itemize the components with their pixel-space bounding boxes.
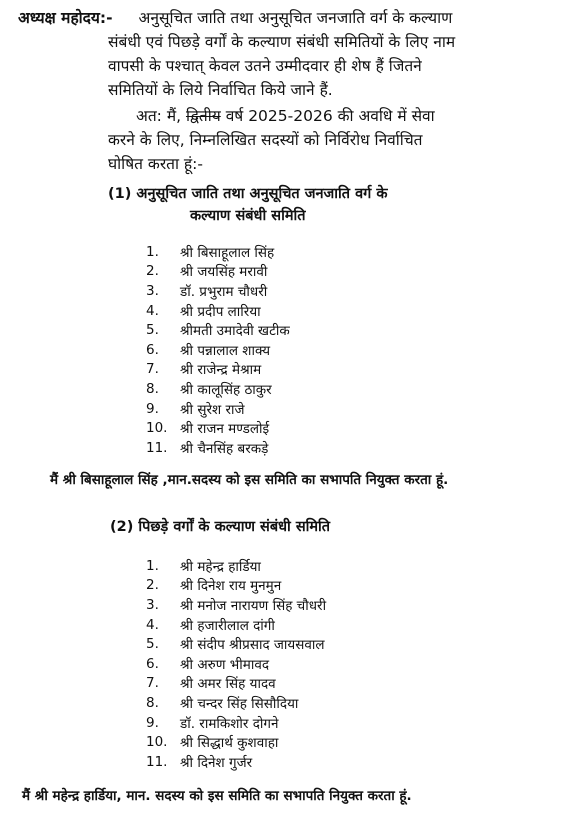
list-item: 8. श्री कालूसिंह ठाकुर: [146, 380, 272, 398]
list-item: 11. श्री चैनसिंह बरकड़े: [146, 439, 269, 457]
list-item: 11. श्री दिनेश गुर्जर: [146, 753, 253, 771]
intro-line: वापसी के पश्चात् केवल उतने उम्मीदवार ही शेष हैं जितने: [108, 57, 422, 75]
list-item: 1. श्री महेन्द्र हार्डिया: [146, 557, 261, 575]
list-item: 6. श्री पन्नालाल शाक्य: [146, 341, 271, 359]
declaration-line: करने के लिए, निम्नलिखित सदस्यों को निर्विरोध निर्वाचित: [108, 131, 423, 149]
intro-paragraph: [18, 6, 540, 102]
list-item: 7. श्री राजेन्द्र मेश्राम: [146, 361, 262, 379]
list-item: 3. श्री मनोज नारायण सिंह चौधरी: [146, 596, 327, 614]
list-item: 10. श्री सिद्धार्थ कुशवाहा: [146, 734, 279, 752]
list-item: 4. श्री प्रदीप लारिया: [146, 302, 261, 320]
committee2-title: (2) पिछड़े वर्गों के कल्याण संबंधी समिति: [110, 519, 331, 535]
list-item: 10. श्री राजन मण्डलोई: [146, 420, 270, 438]
committee2-chair-statement: मैं श्री महेन्द्र हार्डिया, मान. सदस्य को इस समिति का सभापति नियुक्त करता हूं.: [22, 788, 412, 804]
committee1-chair-statement: मैं श्री बिसाहूलाल सिंह ,मान.सदस्य को इस समिति का सभापति नियुक्त करता हूं.: [50, 472, 449, 488]
declaration-lead: अत: मैं,: [136, 107, 182, 125]
struck-word: द्वितीय: [185, 107, 221, 125]
list-item: 9. श्री सुरेश राजे: [146, 400, 245, 418]
list-item: 1. श्री बिसाहूलाल सिंह: [146, 243, 275, 261]
list-item: 9. डॉ. रामकिशोर दोगने: [146, 714, 279, 732]
intro-line: समितियों के लिये निर्वाचित किये जाने हैं.: [108, 81, 333, 99]
list-item: 5. श्री संदीप श्रीप्रसाद जायसवाल: [146, 636, 325, 654]
committee2-member-list: [146, 556, 326, 772]
committee1-member-list: [146, 242, 290, 458]
list-item: 8. श्री चन्दर सिंह सिसौदिया: [146, 694, 299, 712]
intro-line: अनुसूचित जाति तथा अनुसूचित जनजाति वर्ग के कल्याण: [138, 9, 453, 27]
declaration-paragraph: [18, 104, 540, 176]
list-item: 7. श्री अमर सिंह यादव: [146, 675, 276, 693]
committee1-title: (1) अनुसूचित जाति तथा अनुसूचित जनजाति वर्ग के: [108, 186, 388, 202]
speaker-label: अध्यक्ष महोदय:-: [18, 9, 113, 27]
declaration-tail: वर्ष 2025-2026 की अवधि में सेवा: [225, 107, 435, 125]
committee1-subtitle: कल्याण संबंधी समिति: [190, 208, 306, 224]
list-item: 6. श्री अरुण भीमावद: [146, 655, 270, 673]
list-item: 2. श्री दिनेश राय मुनमुन: [146, 577, 282, 595]
list-item: 4. श्री हजारीलाल दांगी: [146, 616, 275, 634]
list-item: 2. श्री जयसिंह मरावी: [146, 263, 268, 281]
declaration-line: घोषित करता हूं:-: [108, 155, 203, 173]
list-item: 5. श्रीमती उमादेवी खटीक: [146, 322, 290, 340]
intro-line: संबंधी एवं पिछड़े वर्गों के कल्याण संबंधी समितियों के लिए नाम: [108, 33, 456, 51]
list-item: 3. डॉ. प्रभुराम चौधरी: [146, 282, 268, 300]
